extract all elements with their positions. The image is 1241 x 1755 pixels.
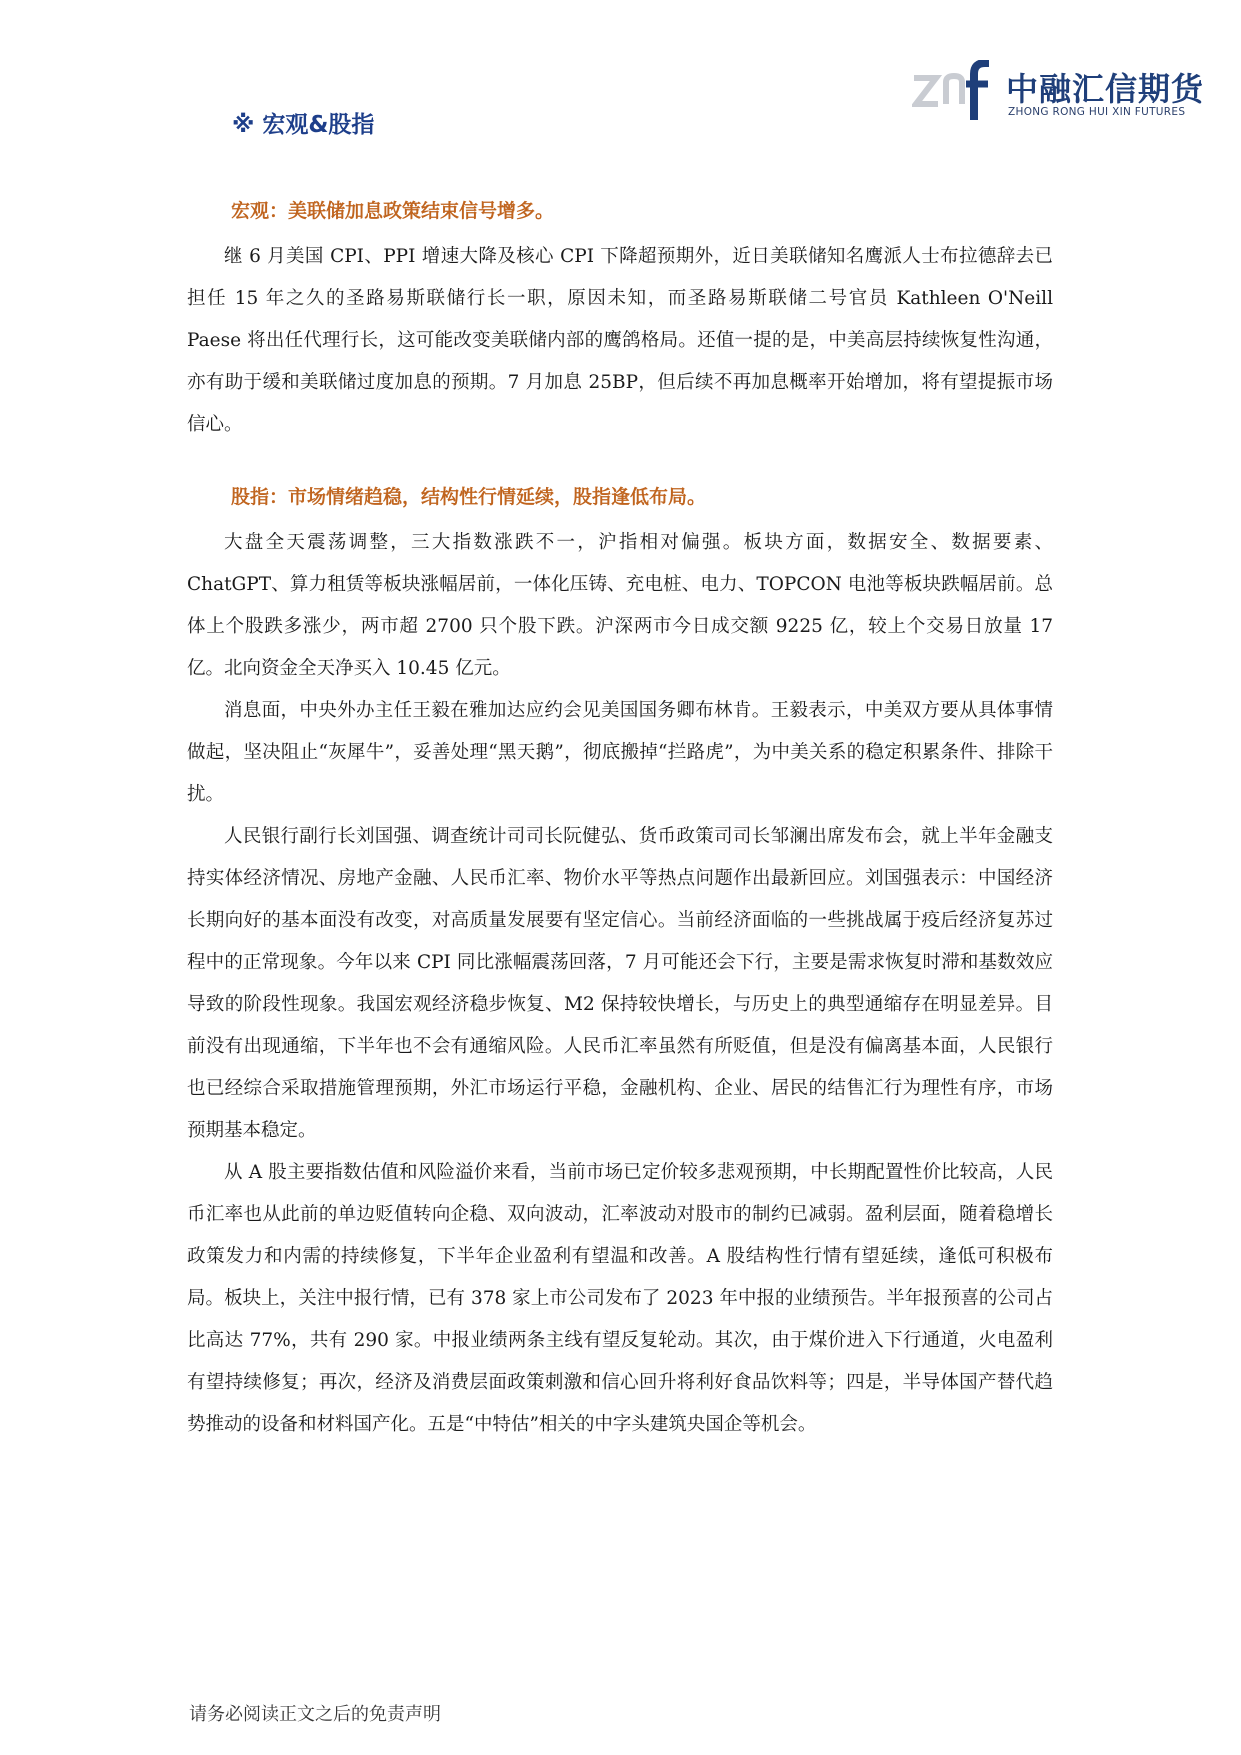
report-body <box>187 196 1053 1446</box>
logo-chinese-name: 中融汇信期货 <box>1006 70 1205 108</box>
znf-logo-icon <box>912 60 990 122</box>
company-logo <box>912 60 1212 122</box>
outlook-paragraph: 从 A 股主要指数估值和风险溢价来看，当前市场已定价较多悲观预期，中长期配置性价比较高，人民币汇率也从此前的单边贬值转向企稳、双向波动，汇率波动对股市的制约已减弱。盈利层面，随着稳增长政策发力和内需的持续修复，下半年企业盈利有望温和改善。A 股结构性行情有望延续，逢低可积极布局。板块上，关注中报行情，已有 378 家上市公司发布了 2023 年中报的业绩预告。半年报预喜的公司占比高达 77%，共有 290 家。中报业绩两条主线有望反复轮动。其次，由于煤价进入下行通道，火电盈利有望持续修复；再次，经济及消费层面政策刺激和信心回升将利好食品饮料等；四是，半导体国产替代趋势推动的设备和材料国产化。五是“中特估”相关的中字头建筑央国企等机会。 <box>187 1162 1053 1435</box>
pboc-paragraph: 人民银行副行长刘国强、调查统计司司长阮健弘、货币政策司司长邹澜出席发布会，就上半年金融支持实体经济情况、房地产金融、人民币汇率、物价水平等热点问题作出最新回应。刘国强表示：中国经济长期向好的基本面没有改变，对高质量发展要有坚定信心。当前经济面临的一些挑战属于疫后经济复苏过程中的正常现象。今年以来 CPI 同比涨幅震荡回落，7 月可能还会下行，主要是需求恢复时滞和基数效应导致的阶段性现象。我国宏观经济稳步恢复、M2 保持较快增长，与历史上的典型通缩存在明显差异。目前没有出现通缩，下半年也不会有通缩风险。人民币汇率虽然有所贬值，但是没有偏离基本面，人民银行也已经综合采取措施管理预期，外汇市场运行平稳，金融机构、企业、居民的结售汇行为理性有序，市场预期基本稳定。 <box>187 826 1053 1141</box>
section-title: ※ 宏观&股指 <box>232 112 375 138</box>
stock-index-section <box>187 482 1053 1446</box>
macro-section <box>187 196 1053 446</box>
macro-heading: 宏观：美联储加息政策结束信号增多。 <box>231 200 555 222</box>
footer-disclaimer: 请务必阅读正文之后的免责声明 <box>189 1704 441 1725</box>
market-review-paragraph: 大盘全天震荡调整，三大指数涨跌不一，沪指相对偏强。板块方面，数据安全、数据要素、ChatGPT、算力租赁等板块涨幅居前，一体化压铸、充电桩、电力、TOPCON 电池等板块跌幅居前。总体上个股跌多涨少，两市超 2700 只个股下跌。沪深两市今日成交额 9225 亿，较上个交易日放量 17 亿。北向资金全天净买入 10.45 亿元。 <box>187 532 1053 679</box>
stock-index-heading: 股指：市场情绪趋稳，结构性行情延续，股指逢低布局。 <box>231 486 707 508</box>
logo-english-name: ZHONG RONG HUI XIN FUTURES <box>1008 106 1186 118</box>
macro-paragraph: 继 6 月美国 CPI、PPI 增速大降及核心 CPI 下降超预期外，近日美联储知名鹰派人士布拉德辞去已担任 15 年之久的圣路易斯联储行长一职，原因未知，而圣路易斯联储二号官员 Kathleen O'Neill Paese 将出任代理行长，这可能改变美联储内部的鹰鸽格局。还值一提的是，中美高层持续恢复性沟通，亦有助于缓和美联储过度加息的预期。7 月加息 25BP，但后续不再加息概率开始增加，将有望提振市场信心。 <box>187 246 1053 435</box>
news-paragraph: 消息面，中央外办主任王毅在雅加达应约会见美国国务卿布林肯。王毅表示，中美双方要从具体事情做起，坚决阻止“灰犀牛”，妥善处理“黑天鹅”，彻底搬掉“拦路虎”，为中美关系的稳定积累条件、排除干扰。 <box>187 700 1053 805</box>
